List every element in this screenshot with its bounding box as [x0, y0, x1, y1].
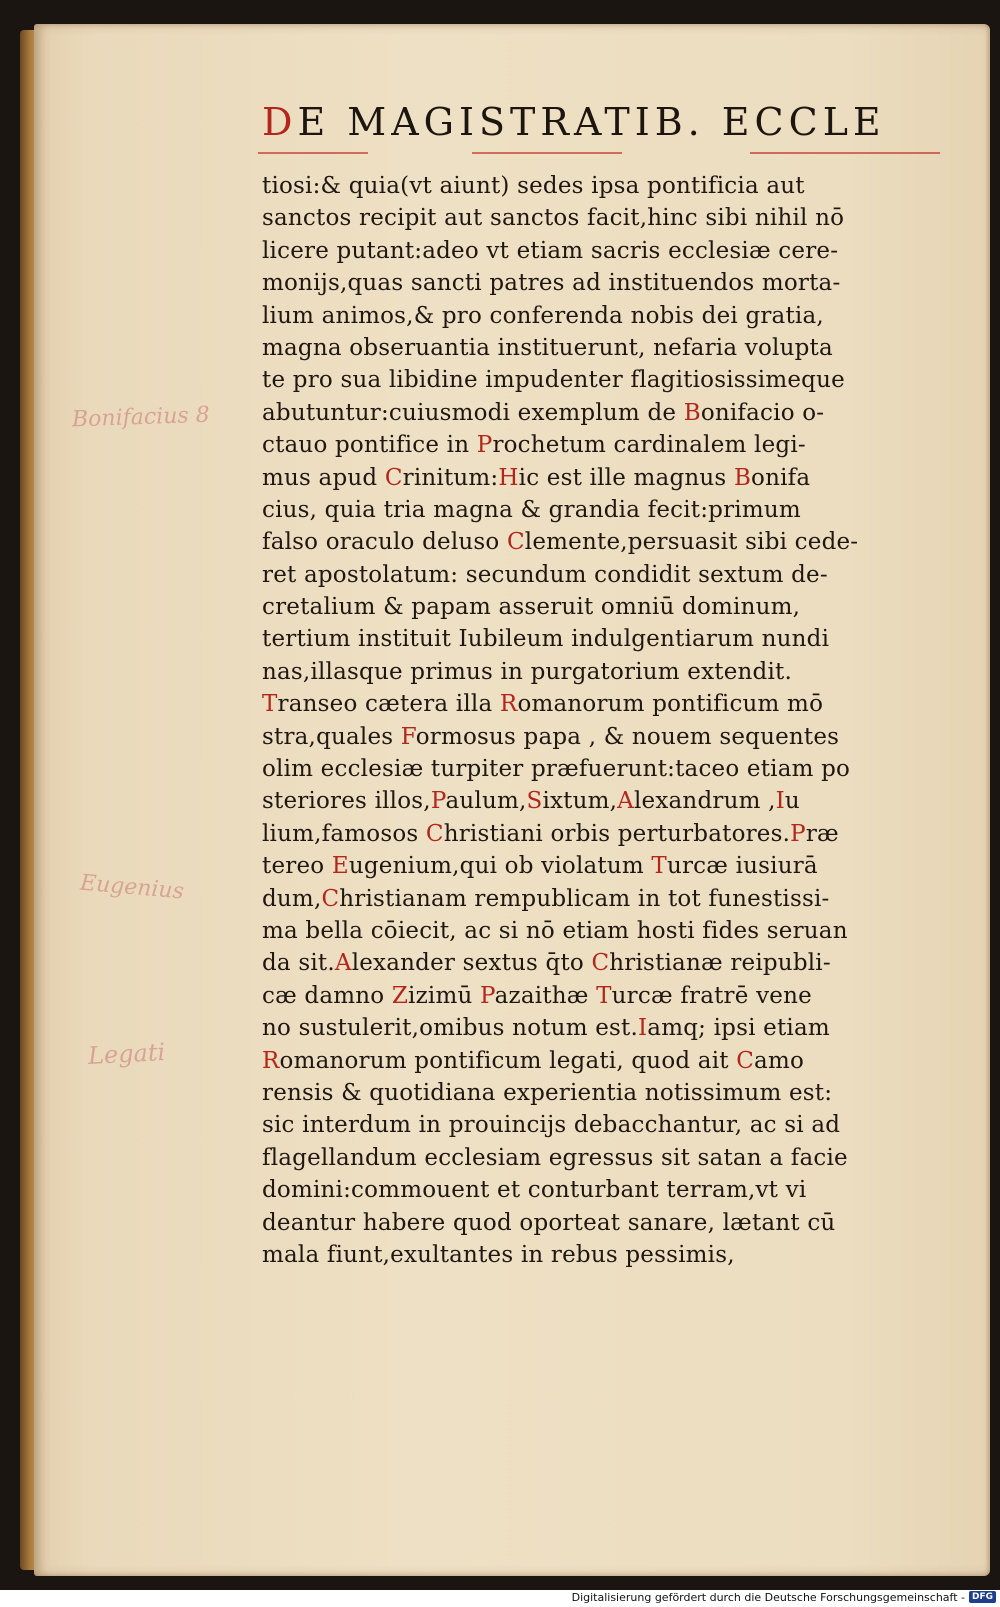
rubricated-initial: C	[425, 820, 444, 847]
text-line	[262, 1012, 952, 1044]
text-line	[262, 688, 952, 720]
text-segment: urcæ iusiurā	[666, 853, 818, 880]
text-line	[262, 623, 952, 655]
text-segment: falso oraculo deluso	[262, 529, 507, 556]
rubricated-initial: R	[262, 1047, 280, 1074]
text-line	[262, 364, 952, 396]
text-segment: te pro sua libidine impudenter flagitiosissimeque	[262, 367, 845, 394]
rubricated-initial: P	[430, 788, 446, 815]
running-header	[262, 100, 952, 150]
text-segment: nas,illasque primus in purgatorium extendit.	[262, 658, 792, 685]
text-segment: dum,	[262, 885, 322, 912]
text-segment: tiosi:& quia(vt aiunt) sedes ipsa pontificia aut	[262, 173, 805, 199]
text-segment: lexandrum ,	[633, 788, 776, 815]
margin-note: Bonifacius 8	[71, 402, 211, 433]
text-segment: izimū	[408, 982, 480, 1009]
header-text: E MAGISTRATIB. ECCLE	[297, 100, 886, 144]
rubricated-initial: C	[591, 950, 610, 977]
text-line	[262, 1174, 952, 1206]
rubricated-initial: P	[476, 432, 493, 459]
text-segment: ctauo pontifice in	[262, 432, 477, 459]
text-segment: azaithæ	[494, 982, 597, 1009]
body-text	[262, 170, 952, 1271]
text-line	[262, 656, 952, 688]
footer-credit	[572, 1589, 996, 1605]
text-line	[262, 947, 952, 979]
text-segment: onifa	[751, 464, 811, 491]
text-segment: mus apud	[262, 464, 385, 491]
text-segment: ræ	[805, 820, 839, 847]
header-underline	[472, 152, 622, 154]
text-line	[262, 980, 952, 1012]
rubricated-initial: C	[736, 1047, 755, 1074]
text-segment: sanctos recipit aut sanctos facit,hinc sibi nihil nō	[262, 205, 845, 232]
rubricated-initial: S	[526, 788, 543, 815]
text-line	[262, 753, 952, 785]
text-line	[262, 785, 952, 817]
text-segment: rinitum:	[402, 464, 499, 491]
text-segment: ic est ille magnus	[518, 464, 734, 491]
text-segment: monijs,quas sancti patres ad instituendos morta-	[262, 270, 841, 297]
text-segment: urcæ fratrē vene	[611, 982, 812, 1009]
text-segment: aulum,	[445, 788, 527, 815]
text-segment: amq; ipsi etiam	[647, 1015, 830, 1042]
header-initial: D	[262, 100, 298, 144]
text-line	[262, 267, 952, 299]
header-underline	[750, 152, 940, 154]
text-line	[262, 818, 952, 850]
text-line	[262, 1207, 952, 1239]
text-segment: hristianæ reipubli-	[609, 950, 831, 977]
text-segment: ugenium,qui ob violatum	[348, 853, 652, 880]
margin-note: Eugenius	[79, 870, 185, 905]
text-segment: ma bella cōiecit, ac si nō etiam hosti fides seruan	[262, 917, 848, 944]
text-segment: rochetum cardinalem legi-	[492, 432, 806, 459]
rubricated-initial: B	[683, 399, 701, 426]
text-segment: cius, quia tria magna & grandia fecit:primum	[262, 496, 801, 523]
text-line	[262, 915, 952, 947]
text-segment: tertium instituit Iubileum indulgentiarum nundi	[262, 626, 830, 653]
text-line	[262, 1077, 952, 1109]
rubricated-initial: I	[775, 788, 785, 815]
text-segment: licere putant:adeo vt etiam sacris ecclesiæ cere-	[262, 237, 839, 264]
text-segment: hristianam rempublicam in tot funestissi-	[339, 885, 830, 912]
text-line	[262, 559, 952, 591]
rubricated-initial: R	[499, 691, 518, 718]
text-segment: magna obseruantia instituerunt, nefaria volupta	[262, 334, 833, 361]
text-segment: ranseo cætera illa	[277, 691, 500, 718]
text-segment: da sit.	[262, 950, 335, 977]
margin-note: Legati	[87, 1038, 166, 1070]
text-segment: rensis & quotidiana experientia notissimum est:	[262, 1079, 833, 1106]
text-segment: lemente,persuasit sibi cede-	[524, 529, 859, 556]
text-line	[262, 1142, 952, 1174]
text-line	[262, 526, 952, 558]
text-line	[262, 591, 952, 623]
text-segment: ixtum,	[542, 788, 618, 815]
rubricated-initial: A	[334, 950, 352, 977]
text-line	[262, 494, 952, 526]
text-segment: amo	[754, 1047, 805, 1074]
rubricated-initial: C	[384, 464, 403, 491]
text-segment: lium,famosos	[262, 820, 426, 847]
text-segment: hristiani orbis perturbatores.	[443, 820, 791, 847]
text-line	[262, 1109, 952, 1141]
text-line	[262, 429, 952, 461]
text-segment: stra,quales	[262, 723, 401, 750]
text-segment: domini:commouent et conturbant terram,vt vi	[262, 1177, 807, 1204]
text-segment: lium animos,& pro conferenda nobis dei gratia,	[262, 302, 824, 329]
rubricated-initial: I	[638, 1015, 648, 1042]
text-segment: deantur habere quod oporteat sanare, lætant cū	[262, 1209, 836, 1236]
text-segment: olim ecclesiæ turpiter præfuerunt:taceo etiam po	[262, 756, 851, 783]
rubricated-initial: Z	[391, 982, 409, 1009]
text-line	[262, 170, 952, 202]
text-segment: steriores illos,	[262, 788, 431, 815]
text-line	[262, 300, 952, 332]
text-line	[262, 462, 952, 494]
text-segment: ret apostolatum: secundum condidit sextum de-	[262, 561, 828, 588]
footer-text: Digitalisierung gefördert durch die Deutsche Forschungsgemeinschaft -	[571, 1590, 965, 1604]
text-line	[262, 332, 952, 364]
rubricated-initial: T	[262, 691, 278, 718]
text-line	[262, 1239, 952, 1271]
text-segment: onifacio o-	[700, 399, 825, 426]
text-segment: u	[784, 788, 800, 815]
text-line	[262, 202, 952, 234]
rubricated-initial: F	[400, 723, 416, 750]
text-segment: omanorum pontificum legati, quod ait	[279, 1047, 737, 1074]
text-segment: flagellandum ecclesiam egressus sit satan a facie	[262, 1144, 848, 1171]
rubricated-initial: B	[733, 464, 752, 491]
rubricated-initial: C	[506, 529, 525, 556]
text-line	[262, 721, 952, 753]
text-segment: abutuntur:cuiusmodi exemplum de	[262, 399, 684, 426]
text-segment: mala fiunt,exultantes in rebus pessimis,	[262, 1241, 735, 1268]
rubricated-initial: T	[596, 982, 612, 1009]
text-line	[262, 1045, 952, 1077]
rubricated-initial: A	[617, 788, 634, 815]
rubricated-initial: C	[321, 885, 340, 912]
text-line	[262, 850, 952, 882]
rubricated-initial: E	[331, 853, 349, 880]
text-segment: sic interdum in prouincijs debacchantur, ac si ad	[262, 1112, 841, 1139]
header-underline	[258, 152, 368, 154]
text-line	[262, 397, 952, 429]
text-line	[262, 883, 952, 915]
rubricated-initial: P	[790, 820, 806, 847]
text-segment: lexander sextus q̄to	[351, 950, 592, 977]
text-segment: tereo	[262, 853, 332, 880]
text-segment: ormosus papa , & nouem sequentes	[415, 723, 840, 750]
text-line	[262, 235, 952, 267]
text-segment: cæ damno	[262, 982, 392, 1009]
rubricated-initial: T	[651, 853, 667, 880]
text-segment: no sustulerit,omibus notum est.	[262, 1015, 638, 1042]
dfg-logo: DFG	[969, 1591, 996, 1603]
rubricated-initial: P	[479, 982, 495, 1009]
text-segment: omanorum pontificum mō	[517, 691, 824, 718]
rubricated-initial: H	[498, 464, 519, 491]
text-segment: cretalium & papam asseruit omniū dominum,	[262, 594, 801, 621]
